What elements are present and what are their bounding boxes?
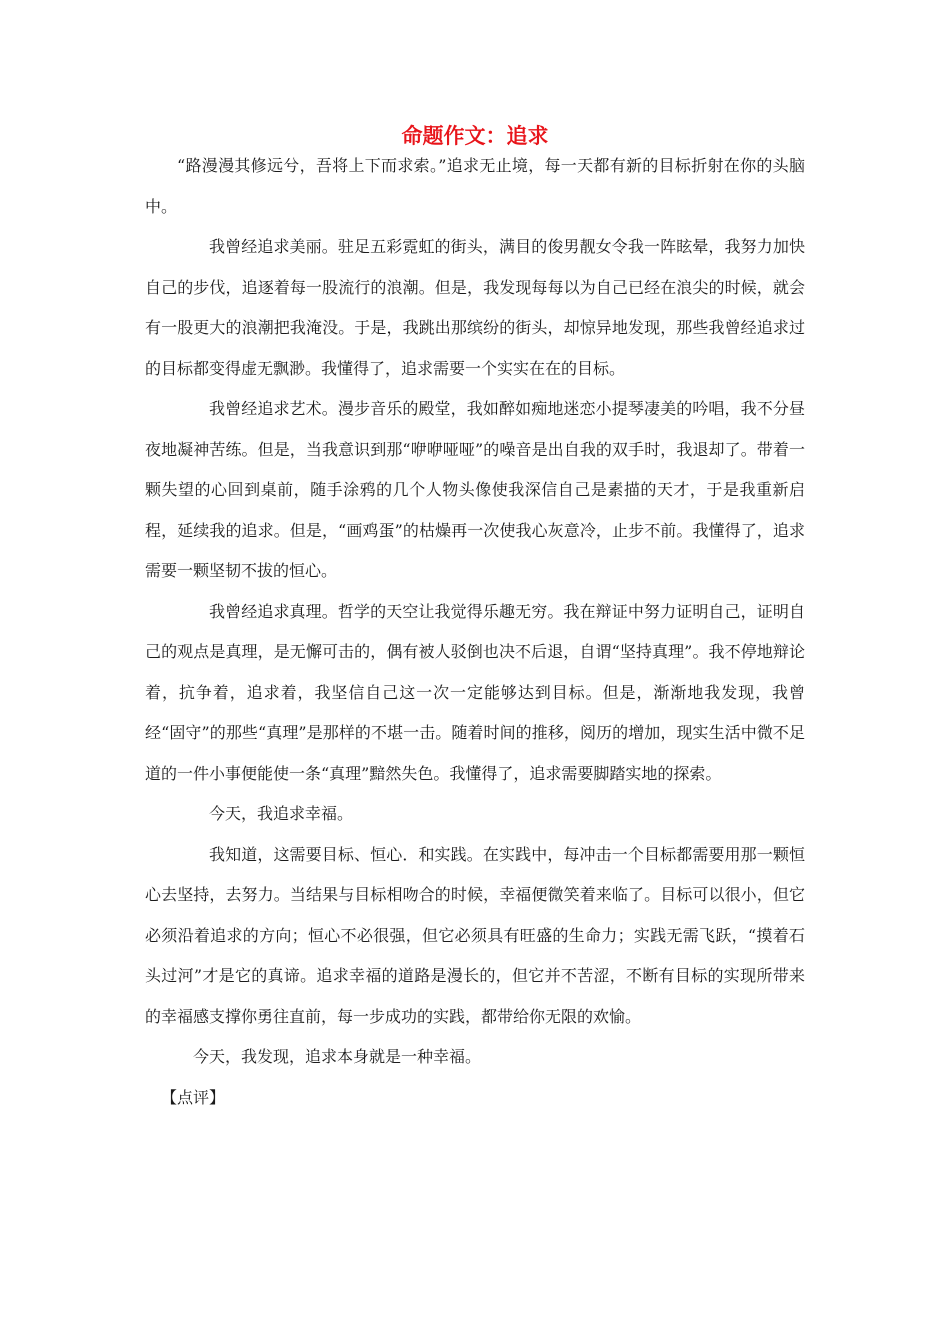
paragraph-practice: 我知道，这需要目标、恒心．和实践。在实践中，每冲击一个目标都需要用那一颗恒心去坚持，去努力。当结果与目标相吻合的时候，幸福便微笑着来临了。目标可以很小，但它必须沿着追求的方向；恒心不必很强，但它必须具有旺盛的生命力；实践无需飞跃，“摸着石头过河”才是它的真谛。追求幸福的道路是漫长的，但它并不苦涩，不断有目标的实现所带来的幸福感支撑你勇往直前，每一步成功的实践，都带给你无限的欢愉。 <box>145 844 805 1026</box>
paragraph-happiness: 今天，我追求幸福。 <box>209 804 354 823</box>
comment-heading: 【点评】 <box>161 1087 226 1107</box>
paragraph-beauty: 我曾经追求美丽。驻足五彩霓虹的街头，满目的俊男靓女令我一阵眩晕，我努力加快自己的步伐，追逐着每一股流行的浪潮。但是，我发现每每以为自己已经在浪尖的时候，就会有一股更大的浪潮把我淹没。于是，我跳出那缤纷的街头，却惊异地发现，那些我曾经追求过的目标都变得虚无飘渺。我懂得了，追求需要一个实实在在的目标。 <box>145 237 805 378</box>
essay-body <box>145 146 805 1118</box>
paragraph-truth: 我曾经追求真理。哲学的天空让我觉得乐趣无穷。我在辩证中努力证明自己，证明自己的观点是真理，是无懈可击的，偶有被人驳倒也决不后退，自谓“坚持真理”。我不停地辩论着，抗争着，追求着，我坚信自己这一次一定能够达到目标。但是，渐渐地我发现，我曾经“固守”的那些“真理”是那样的不堪一击。随着时间的推移，阅历的增加，现实生活中微不足道的一件小事便能使一条“真理”黯然失色。我懂得了，追求需要脚踏实地的探索。 <box>145 601 805 783</box>
paragraph-intro: “路漫漫其修远兮，吾将上下而求索。”追求无止境，每一天都有新的目标折射在你的头脑中。 <box>145 156 805 216</box>
document-title: 命题作文：追求 <box>401 124 549 148</box>
paragraph-conclusion: 今天，我发现，追求本身就是一种幸福。 <box>193 1047 482 1066</box>
paragraph-art: 我曾经追求艺术。漫步音乐的殿堂，我如醉如痴地迷恋小提琴凄美的吟唱，我不分昼夜地凝神苦练。但是，当我意识到那“咿咿哑哑”的噪音是出自我的双手时，我退却了。带着一颗失望的心回到桌前，随手涂鸦的几个人物头像使我深信自己是素描的天才，于是我重新启程，延续我的追求。但是，“画鸡蛋”的枯燥再一次使我心灰意冷，止步不前。我懂得了，追求需要一颗坚韧不拔的恒心。 <box>145 399 805 580</box>
